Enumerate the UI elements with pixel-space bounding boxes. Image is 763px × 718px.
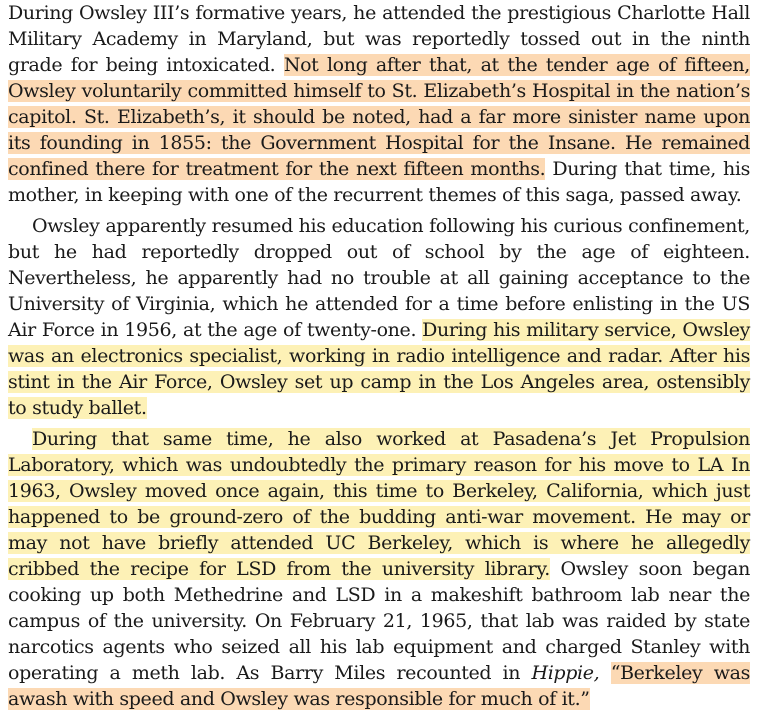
p3-text-a: Owsley soon began cooking up both Methedrine and LSD in a makeshift bathroom lab near the campus of the university. On February 21, 1965, that lab was raided by state narcotics agents who seized all his lab equipment and charged Stanley with operating a meth lab. As Barry Miles recounted in [8, 558, 750, 684]
document-body [8, 0, 750, 717]
paragraph-1 [8, 0, 750, 208]
paragraph-2 [8, 213, 750, 421]
paragraph-3 [8, 426, 750, 712]
p1-highlight-orange: Not long after that, at the tender age of fifteen, Owsley voluntarily committed himself to St. Elizabeth’s Hospital in the nation’s capitol. St. Elizabeth’s, it should be noted, had a far more sinister name upon its founding in 1855: the Government Hospital for the Insane. He remained confined there for treatment for the next fifteen months. [8, 54, 750, 180]
p1-text-a: During Owsley III’s formative years, he attended the prestigious Charlotte Hall Military Academy in Maryland, but was reportedly tossed out in the ninth grade for being intoxicated. [8, 2, 750, 76]
p3-book-title: Hippie, [531, 662, 600, 684]
p2-text-a: Owsley apparently resumed his education following his curious confinement, but he had reportedly dropped out of school by the age of eighteen. Nevertheless, he apparently had no trouble at all gaining acceptance to the University of Virginia, which he attended for a time before enlisting in the US Air Force in 1956, at the age of twenty-one. [8, 215, 750, 341]
p2-highlight-yellow: During his military service, Owsley was an electronics specialist, working in radio intelligence and radar. After his stint in the Air Force, Owsley set up camp in the Los Angeles area, ostensibly to study ballet. [8, 319, 750, 419]
p1-text-b: During that time, his mother, in keeping with one of the recurrent themes of this saga, passed away. [8, 158, 750, 206]
p3-highlight-yellow: During that same time, he also worked at Pasadena’s Jet Propulsion Laboratory, which was undoubtedly the primary reason for his move to LA In 1963, Owsley moved once again, this time to Berkeley, California, which just happened to be ground-zero of the budding anti-war movement. He may or may not have briefly attended UC Berkeley, which is where he allegedly cribbed the recipe for LSD from the university library. [8, 428, 750, 580]
p3-space [599, 662, 610, 684]
p3-quote-highlight-orange: “Berkeley was awash with speed and Owsley was responsible for much of it.” [8, 662, 750, 710]
